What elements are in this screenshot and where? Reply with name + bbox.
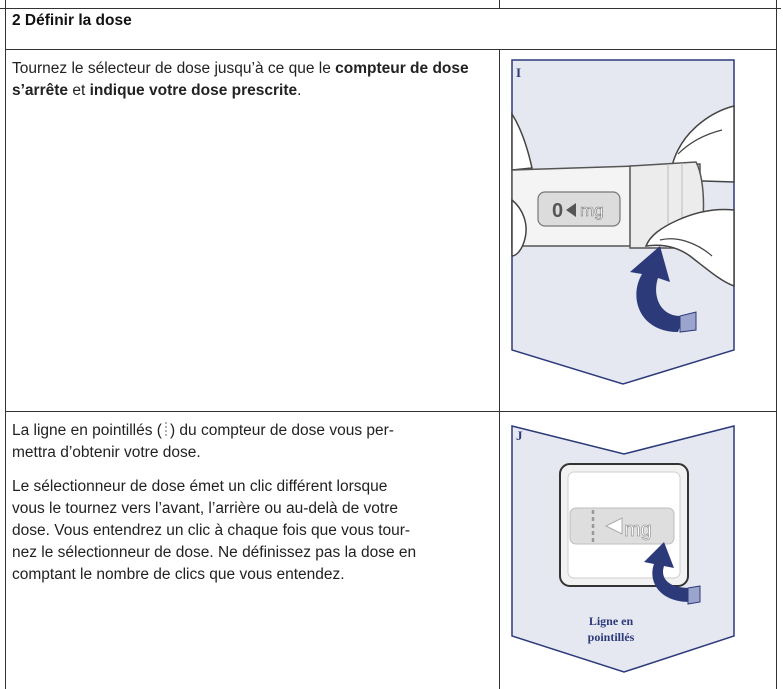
row2-p1-before: La ligne en pointillés ( <box>12 422 162 439</box>
row2-p2-line: Le sélectionneur de dose émet un clic différent lorsque <box>12 478 388 495</box>
section-title: 2 Définir la dose <box>12 12 132 29</box>
row2-p2-line: vous le tournez vers l’avant, l’arrière ou au-delà de votre <box>12 500 398 517</box>
row1-bold-dose: indique votre dose prescrite <box>89 82 298 99</box>
column-divider-top <box>499 0 500 9</box>
table-border-right <box>776 0 777 689</box>
row1-instruction <box>12 58 487 102</box>
dose-counter-unit: mg <box>580 201 604 220</box>
figure-j-caption-line2: pointillés <box>587 630 635 644</box>
row2-p2-line: comptant le nombre de clics que vous entendez. <box>12 566 345 583</box>
dotted-line-icon <box>162 421 170 437</box>
row2-p1-line1 <box>12 420 492 442</box>
table-border-top <box>0 8 781 9</box>
dose-display-unit: mg <box>624 519 652 541</box>
row2-paragraph1 <box>12 420 492 464</box>
row2-p1-line2: mettra d’obtenir votre dose. <box>12 444 201 461</box>
row2-p2-line: dose. Vous entendrez un clic à chaque fois que vous tour- <box>12 522 411 539</box>
figure-i-label: I <box>516 65 522 80</box>
figure-j-dotted-line <box>500 412 776 689</box>
row2-paragraph2 <box>12 476 492 586</box>
row2-p1-after: ) du compteur de dose vous per- <box>169 422 394 439</box>
figure-i-pen-dial <box>500 50 776 410</box>
row1-text-end: . <box>297 82 302 99</box>
row2-p2-line: nez le sélectionneur de dose. Ne définissez pas la dose en <box>12 544 417 561</box>
dose-counter-value: 0 <box>552 200 564 222</box>
table-border-left <box>5 0 6 689</box>
dose-window <box>538 192 620 226</box>
figure-j-label: J <box>516 428 523 443</box>
row1-text-before: Tournez le sélecteur de dose jusqu’à ce que le <box>12 60 336 77</box>
row1-text-mid: et <box>68 82 90 99</box>
row1-bold-counter: compteur de dose s’arrête <box>12 60 469 99</box>
figure-j-caption-line1: Ligne en <box>588 614 634 628</box>
